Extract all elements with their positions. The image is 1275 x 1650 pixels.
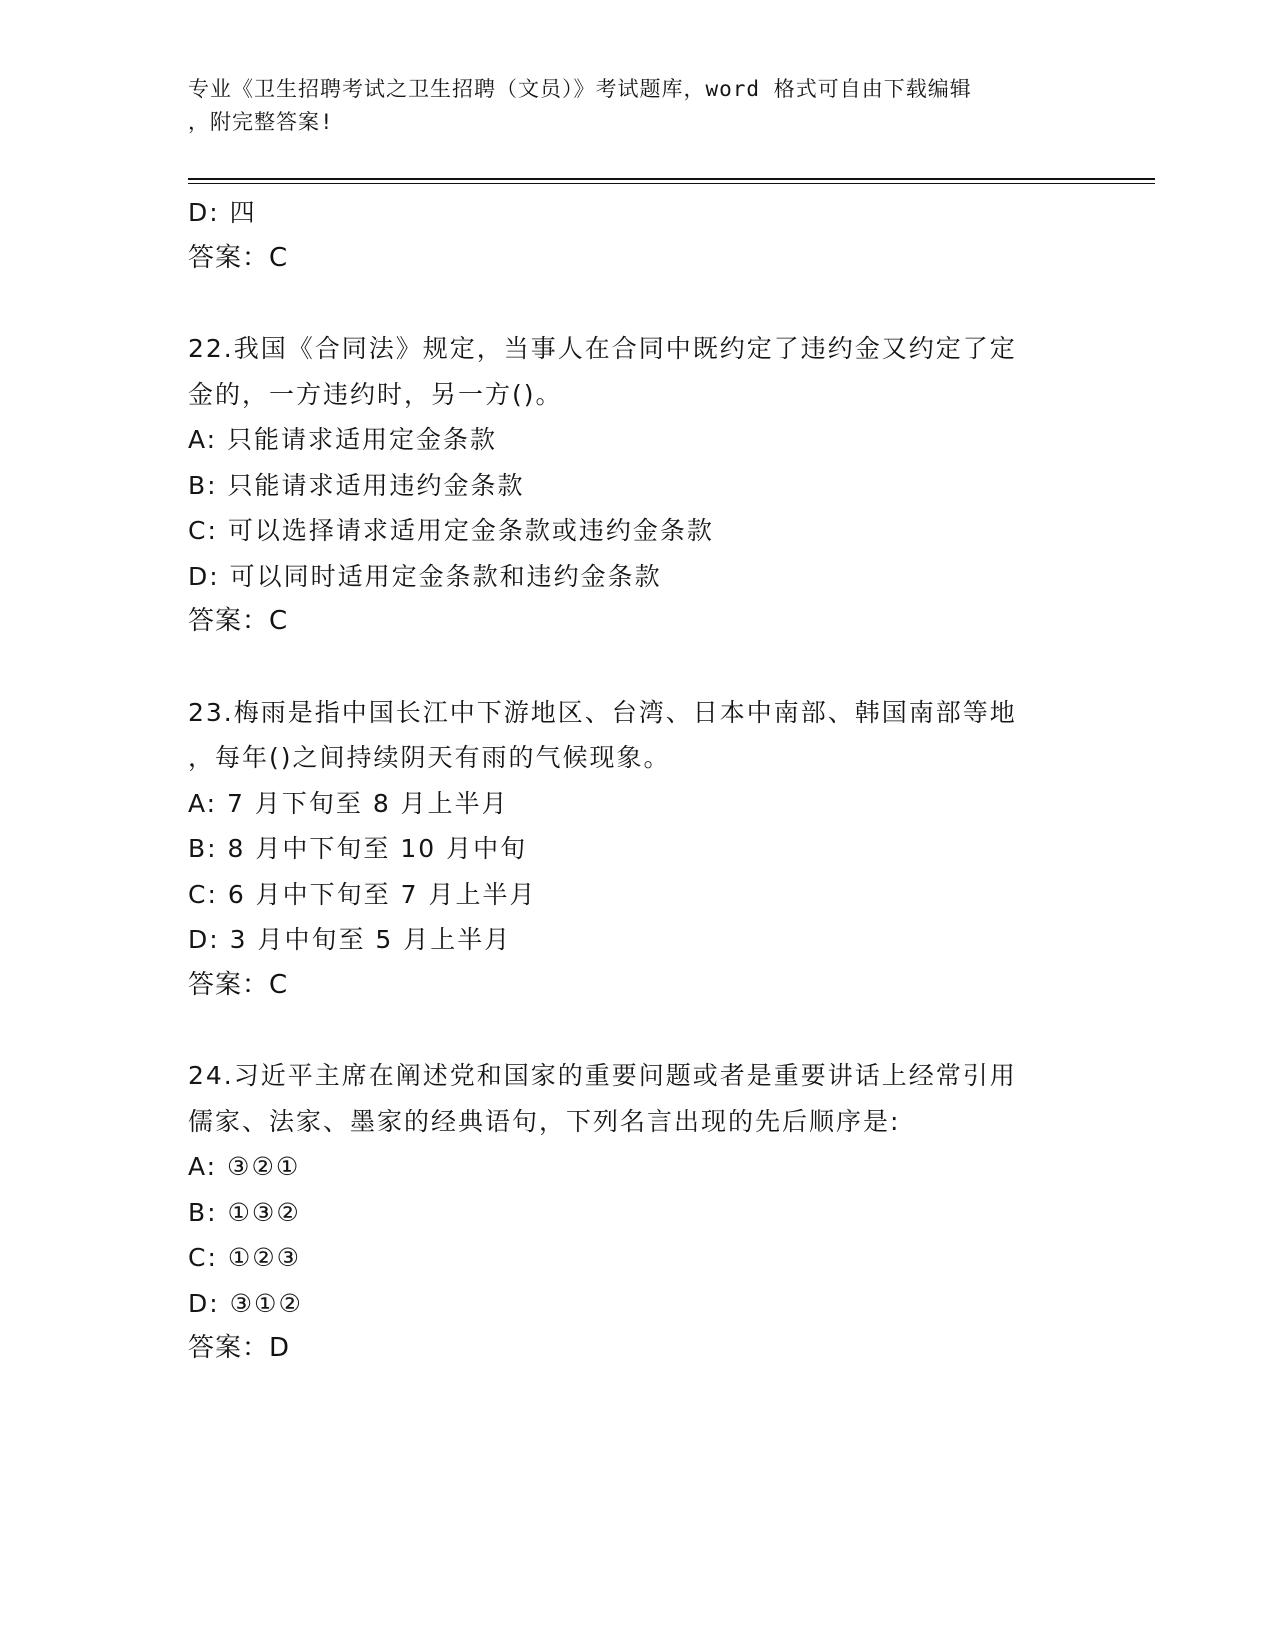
option-c: C: 6 月中下旬至 7 月上半月	[188, 879, 537, 909]
header-line-1: 专业《卫生招聘考试之卫生招聘（文员）》考试题库，word 格式可自由下载编辑	[188, 77, 972, 101]
option-b: B: ①③②	[188, 1197, 301, 1227]
option-a: A: 只能请求适用定金条款	[188, 425, 498, 454]
document-header	[188, 73, 1068, 139]
question-stem-line: 24.习近平主席在阐述党和国家的重要问题或者是重要讲话上经常引用	[188, 1061, 1017, 1090]
option-b: B: 8 月中下旬至 10 月中旬	[188, 834, 528, 863]
question-stem-line: 儒家、法家、墨家的经典语句，下列名言出现的先后顺序是:	[188, 1106, 901, 1136]
question-stem-line: 22.我国《合同法》规定，当事人在合同中既约定了违约金又约定了定	[188, 334, 1017, 363]
question-gap	[188, 1008, 1088, 1053]
header-divider-thin	[188, 183, 1155, 184]
answer-line: 答案：D	[188, 1333, 291, 1363]
prev-question-option-d: D: 四	[188, 198, 257, 227]
question-23	[188, 690, 1088, 1009]
question-stem-line: 23.梅雨是指中国长江中下游地区、台湾、日本中南部、韩国南部等地	[188, 697, 1017, 727]
question-stem-line: ，每年()之间持续阴天有雨的气候现象。	[188, 743, 671, 772]
option-a: A: ③②①	[188, 1152, 301, 1181]
option-b: B: 只能请求适用违约金条款	[188, 470, 525, 500]
question-22	[188, 326, 1088, 645]
answer-line: 答案：C	[188, 969, 289, 1000]
header-divider-thick	[188, 178, 1155, 180]
option-c: C: 可以选择请求适用定金条款或违约金条款	[188, 516, 714, 545]
question-list	[188, 190, 1088, 1372]
prev-question-answer: 答案：C	[188, 242, 289, 273]
option-d: D: 可以同时适用定金条款和违约金条款	[188, 561, 662, 591]
option-c: C: ①②③	[188, 1243, 302, 1272]
question-gap	[188, 645, 1088, 690]
option-d: D: 3 月中旬至 5 月上半月	[188, 925, 512, 954]
question-24	[188, 1053, 1088, 1372]
header-line-2: ，附完整答案!	[188, 110, 334, 134]
question-gap	[188, 281, 1088, 326]
question-stem-line: 金的，一方违约时，另一方()。	[188, 379, 563, 409]
option-d: D: ③①②	[188, 1288, 303, 1318]
option-a: A: 7 月下旬至 8 月上半月	[188, 788, 509, 818]
answer-line: 答案：C	[188, 606, 289, 636]
